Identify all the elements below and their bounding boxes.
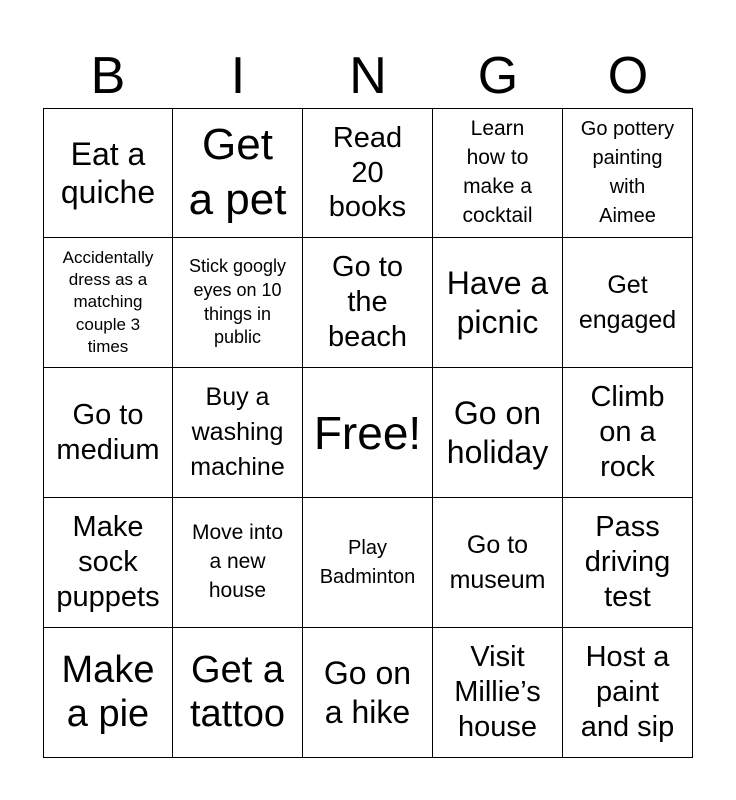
header-letter-o: O [607, 47, 649, 105]
bingo-cell[interactable]: Go to medium [43, 368, 173, 498]
bingo-cell[interactable]: Learn how to make a cocktail [433, 108, 563, 238]
bingo-cell[interactable]: Go pottery painting with Aimee [563, 108, 693, 238]
bingo-cell[interactable]: Make a pie [43, 628, 173, 758]
bingo-cell[interactable]: Eat a quiche [43, 108, 173, 238]
bingo-cell[interactable]: Go on a hike [303, 628, 433, 758]
bingo-cell[interactable]: Play Badminton [303, 498, 433, 628]
bingo-cell[interactable]: Read 20 books [303, 108, 433, 238]
header-letter-n: N [349, 47, 387, 105]
free-space[interactable]: Free! [303, 368, 433, 498]
header-letter-g: G [477, 47, 519, 105]
header-letter-i: I [230, 47, 246, 105]
bingo-cell[interactable]: Get a tattoo [173, 628, 303, 758]
bingo-cell[interactable]: Visit Millie’s house [433, 628, 563, 758]
header-letter-b: B [90, 47, 126, 105]
bingo-cell[interactable]: Pass driving test [563, 498, 693, 628]
bingo-cell[interactable]: Go on holiday [433, 368, 563, 498]
bingo-cell[interactable]: Get engaged [563, 238, 693, 368]
bingo-header [43, 44, 693, 108]
bingo-board [43, 108, 693, 758]
bingo-cell[interactable]: Go to museum [433, 498, 563, 628]
bingo-cell[interactable]: Buy a washing machine [173, 368, 303, 498]
bingo-cell[interactable]: Climb on a rock [563, 368, 693, 498]
bingo-cell[interactable]: Accidentally dress as a matching couple 3 times [43, 238, 173, 368]
bingo-cell[interactable]: Stick googly eyes on 10 things in public [173, 238, 303, 368]
bingo-cell[interactable]: Have a picnic [433, 238, 563, 368]
bingo-cell[interactable]: Move into a new house [173, 498, 303, 628]
bingo-cell[interactable]: Host a paint and sip [563, 628, 693, 758]
bingo-cell[interactable]: Make sock puppets [43, 498, 173, 628]
bingo-cell[interactable]: Go to the beach [303, 238, 433, 368]
bingo-cell[interactable]: Get a pet [173, 108, 303, 238]
